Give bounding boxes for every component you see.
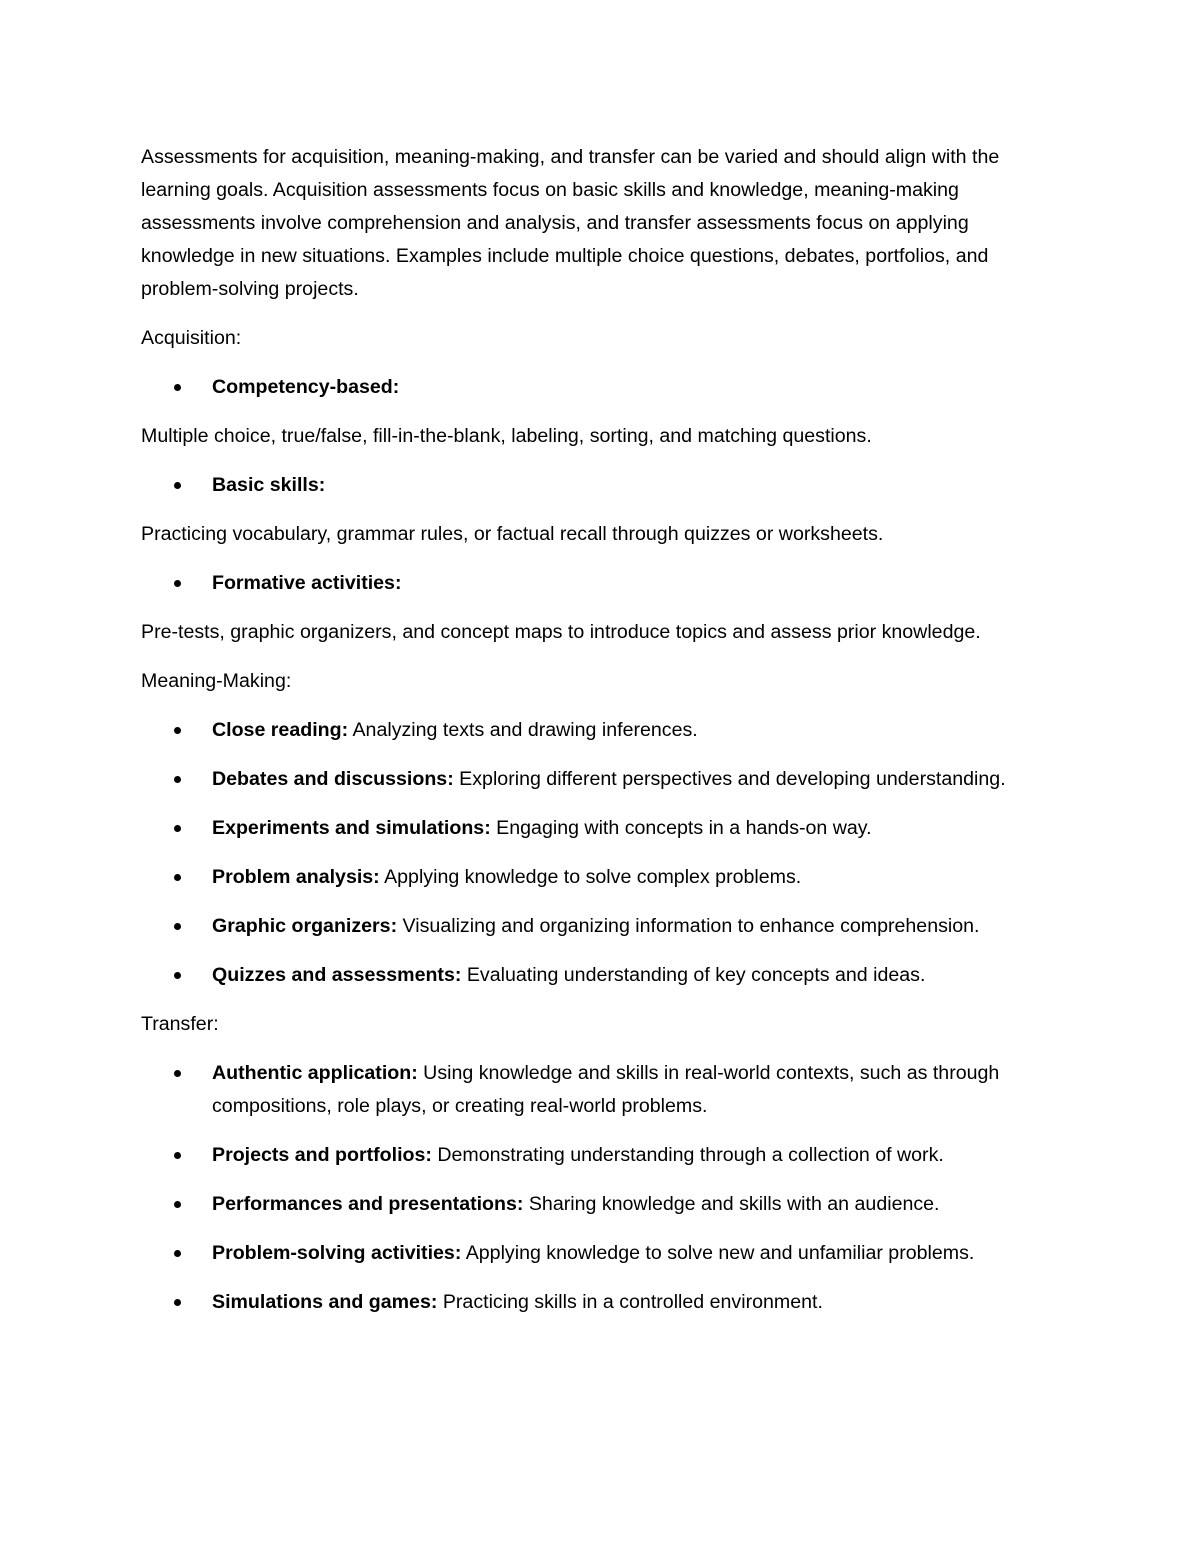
acquisition-heading: Acquisition: (141, 327, 242, 349)
bullet-icon (174, 923, 181, 930)
bullet-term: Projects and portfolios: (212, 1144, 432, 1166)
list-item (141, 714, 1060, 747)
bullet-term: Authentic application: (212, 1062, 418, 1084)
bullet-term: Competency-based: (212, 376, 400, 398)
transfer-heading: Transfer: (141, 1013, 219, 1035)
bullet-term: Debates and discussions: (212, 768, 454, 790)
bullet-term: Problem-solving activities: (212, 1242, 462, 1264)
list-item (141, 1139, 1060, 1172)
bullet-description: Visualizing and organizing information to enhance comprehension. (397, 915, 980, 937)
bullet-term: Experiments and simulations: (212, 817, 491, 839)
bullet-icon (174, 1152, 181, 1159)
acquisition-paragraph: Practicing vocabulary, grammar rules, or factual recall through quizzes or worksheets. (141, 523, 884, 545)
document-body (141, 141, 1060, 1319)
list-item (141, 1057, 1060, 1123)
bullet-term: Simulations and games: (212, 1291, 438, 1313)
list-item (141, 959, 1060, 992)
acquisition-paragraph: Multiple choice, true/false, fill-in-the-blank, labeling, sorting, and matching questions. (141, 425, 872, 447)
list-item (141, 763, 1060, 796)
list-item (141, 812, 1060, 845)
bullet-term: Graphic organizers: (212, 915, 398, 937)
bullet-term: Close reading: (212, 719, 349, 741)
bullet-icon (174, 825, 181, 832)
bullet-icon (174, 1299, 181, 1306)
meaning-making-heading: Meaning-Making: (141, 670, 292, 692)
bullet-description: Sharing knowledge and skills with an audience. (523, 1193, 940, 1215)
acquisition-list-1 (141, 371, 1060, 404)
bullet-description: Applying knowledge to solve complex problems. (379, 866, 802, 888)
list-item (141, 1286, 1060, 1319)
transfer-list (141, 1057, 1060, 1319)
list-item (141, 861, 1060, 894)
acquisition-list-2 (141, 469, 1060, 502)
bullet-icon (174, 1201, 181, 1208)
list-item (141, 371, 1060, 404)
bullet-term: Basic skills: (212, 474, 326, 496)
bullet-icon (174, 874, 181, 881)
bullet-term: Formative activities: (212, 572, 402, 594)
list-item (141, 910, 1060, 943)
bullet-term: Performances and presentations: (212, 1193, 524, 1215)
list-item (141, 469, 1060, 502)
bullet-description: Exploring different perspectives and developing understanding. (453, 768, 1006, 790)
meaning-making-list (141, 714, 1060, 992)
bullet-description: Evaluating understanding of key concepts and ideas. (461, 964, 926, 986)
list-item (141, 1188, 1060, 1221)
bullet-icon (174, 1070, 181, 1077)
list-item (141, 567, 1060, 600)
bullet-icon (174, 384, 181, 391)
bullet-icon (174, 482, 181, 489)
bullet-description: Analyzing texts and drawing inferences. (348, 719, 698, 741)
bullet-description: Practicing skills in a controlled environment. (437, 1291, 823, 1313)
bullet-icon (174, 776, 181, 783)
bullet-description: Engaging with concepts in a hands-on way. (490, 817, 872, 839)
bullet-icon (174, 580, 181, 587)
bullet-description: Demonstrating understanding through a collection of work. (431, 1144, 944, 1166)
bullet-term: Quizzes and assessments: (212, 964, 462, 986)
bullet-icon (174, 727, 181, 734)
bullet-icon (174, 1250, 181, 1257)
bullet-icon (174, 972, 181, 979)
intro-paragraph: Assessments for acquisition, meaning-making, and transfer can be varied and should align with the learning goals. Acquisition assessments focus on basic skills and knowledge, meaning-making assessments involve comprehension and analysis, and transfer assessments focus on applying knowledge in new situations. Examples include multiple choice questions, debates, portfolios, and problem-solving projects. (141, 146, 1000, 300)
list-item (141, 1237, 1060, 1270)
bullet-description: Using knowledge and skills in real-world contexts, such as through compositions, role plays, or creating real-world problems. (212, 1062, 1000, 1117)
bullet-term: Problem analysis: (212, 866, 380, 888)
acquisition-paragraph: Pre-tests, graphic organizers, and concept maps to introduce topics and assess prior knowledge. (141, 621, 981, 643)
bullet-description: Applying knowledge to solve new and unfamiliar problems. (461, 1242, 975, 1264)
acquisition-list-3 (141, 567, 1060, 600)
